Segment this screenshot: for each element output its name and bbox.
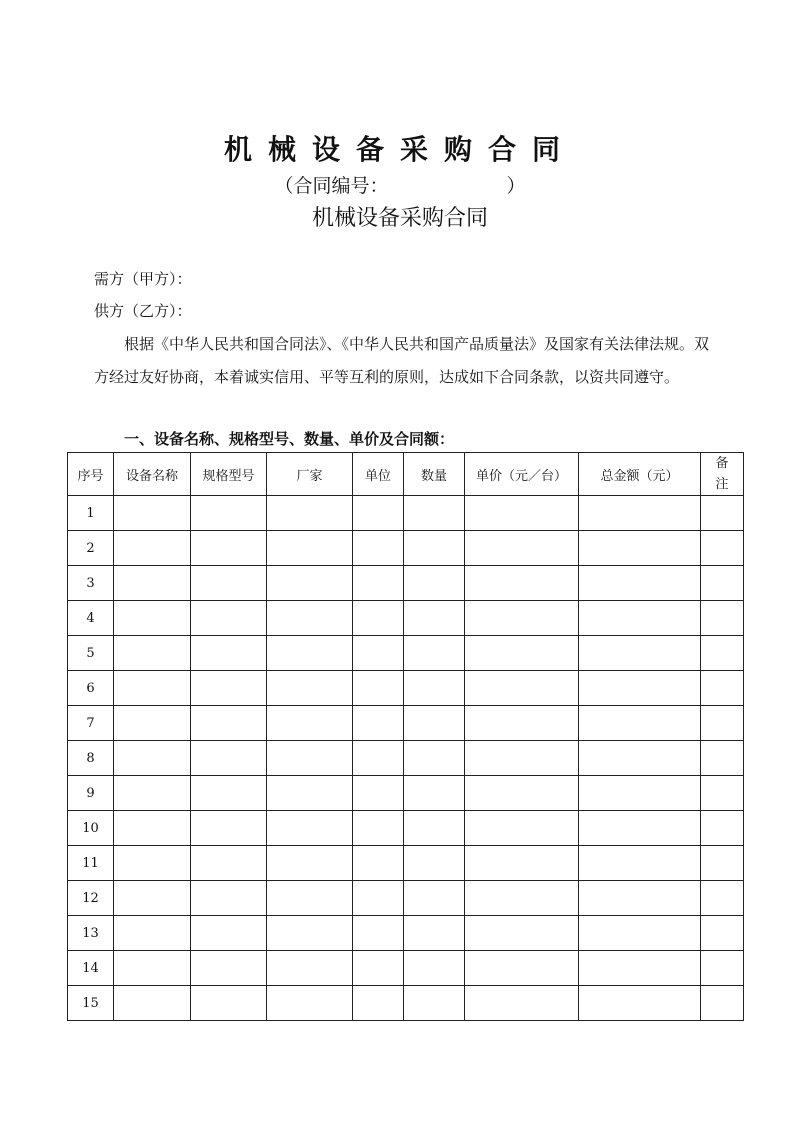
total-cell [579,951,701,986]
qty-cell [404,496,465,531]
qty-cell [404,986,465,1021]
table-row [68,776,744,811]
unit-cell [353,881,404,916]
price-cell [465,636,579,671]
contract-subtitle: 机械设备采购合同 [311,206,488,231]
maker-cell [267,951,353,986]
remark-cell [701,671,744,706]
remark-cell [701,951,744,986]
seq-cell: 6 [68,671,114,706]
total-cell [579,531,701,566]
header-equipment-name: 设备名称 [114,453,191,496]
header-remark-char-2: 注 [715,477,729,492]
total-cell [579,811,701,846]
header-total-amount: 总金额（元） [579,453,701,496]
equipment-table [67,452,744,1021]
qty-cell [404,916,465,951]
table-row [68,951,744,986]
qty-cell [404,811,465,846]
name-cell [114,601,191,636]
maker-cell [267,566,353,601]
name-cell [114,811,191,846]
unit-cell [353,671,404,706]
remark-cell [701,496,744,531]
unit-cell [353,846,404,881]
name-cell [114,951,191,986]
model-cell [191,811,267,846]
model-cell [191,881,267,916]
total-cell [579,986,701,1021]
table-row [68,706,744,741]
maker-cell [267,741,353,776]
price-cell [465,706,579,741]
price-cell [465,671,579,706]
table-row [68,566,744,601]
seq-cell: 8 [68,741,114,776]
maker-cell [267,671,353,706]
remark-cell [701,741,744,776]
header-remark [701,453,744,496]
price-cell [465,566,579,601]
maker-cell [267,636,353,671]
qty-cell [404,951,465,986]
unit-cell [353,706,404,741]
name-cell [114,671,191,706]
remark-cell [701,636,744,671]
table-row [68,846,744,881]
maker-cell [267,986,353,1021]
model-cell [191,531,267,566]
qty-cell [404,636,465,671]
seq-cell: 4 [68,601,114,636]
unit-cell [353,741,404,776]
remark-cell [701,531,744,566]
seq-cell: 12 [68,881,114,916]
seq-cell: 13 [68,916,114,951]
remark-cell [701,566,744,601]
name-cell [114,531,191,566]
seq-cell: 15 [68,986,114,1021]
price-cell [465,811,579,846]
remark-cell [701,916,744,951]
remark-cell [701,811,744,846]
unit-cell [353,566,404,601]
table-row [68,601,744,636]
maker-cell [267,601,353,636]
total-cell [579,636,701,671]
maker-cell [267,706,353,741]
header-remark-char-1: 备 [715,456,729,471]
price-cell [465,951,579,986]
maker-cell [267,776,353,811]
unit-cell [353,601,404,636]
unit-cell [353,951,404,986]
intro-paragraph: 根据《中华人民共和国合同法》、《中华人民共和国产品质量法》及国家有关法律法规。双方经过友好协商，本着诚实信用、平等互利的原则，达成如下合同条款，以资共同遵守。 [94,335,710,386]
header-quantity: 数量 [404,453,465,496]
party-a-label: 需方（甲方）： [94,270,192,288]
unit-cell [353,986,404,1021]
model-cell [191,496,267,531]
maker-cell [267,811,353,846]
qty-cell [404,601,465,636]
model-cell [191,986,267,1021]
maker-cell [267,916,353,951]
model-cell [191,741,267,776]
model-cell [191,636,267,671]
price-cell [465,496,579,531]
remark-cell [701,776,744,811]
name-cell [114,706,191,741]
model-cell [191,706,267,741]
name-cell [114,986,191,1021]
price-cell [465,846,579,881]
price-cell [465,881,579,916]
price-cell [465,776,579,811]
table-row [68,881,744,916]
total-cell [579,671,701,706]
remark-cell [701,706,744,741]
header-unit-price: 单价（元／台） [465,453,579,496]
qty-cell [404,671,465,706]
table-row [68,986,744,1021]
model-cell [191,951,267,986]
model-cell [191,916,267,951]
table-row [68,741,744,776]
remark-cell [701,601,744,636]
qty-cell [404,846,465,881]
model-cell [191,601,267,636]
table-row [68,531,744,566]
table-body [68,496,744,1021]
total-cell [579,846,701,881]
seq-cell: 2 [68,531,114,566]
seq-cell: 14 [68,951,114,986]
qty-cell [404,566,465,601]
contract-number-label: （合同编号： [274,175,389,197]
maker-cell [267,496,353,531]
remark-cell [701,881,744,916]
contract-main-title: 机械设备采购合同 [223,133,576,166]
maker-cell [267,531,353,566]
total-cell [579,566,701,601]
name-cell [114,636,191,671]
header-unit: 单位 [353,453,404,496]
total-cell [579,776,701,811]
contract-number-line [0,171,800,198]
table-row [68,916,744,951]
table-header-row [68,453,744,496]
table-row [68,811,744,846]
total-cell [579,496,701,531]
total-cell [579,601,701,636]
seq-cell: 1 [68,496,114,531]
qty-cell [404,531,465,566]
qty-cell [404,881,465,916]
price-cell [465,531,579,566]
price-cell [465,601,579,636]
total-cell [579,916,701,951]
qty-cell [404,741,465,776]
table-row [68,636,744,671]
model-cell [191,566,267,601]
remark-cell [701,846,744,881]
table-row [68,671,744,706]
name-cell [114,846,191,881]
table-row [68,496,744,531]
unit-cell [353,776,404,811]
section-1-heading: 一、设备名称、规格型号、数量、单价及合同额： [124,430,455,448]
seq-cell: 7 [68,706,114,741]
name-cell [114,776,191,811]
contract-number-close: ） [506,175,526,197]
unit-cell [353,531,404,566]
seq-cell: 11 [68,846,114,881]
total-cell [579,881,701,916]
name-cell [114,496,191,531]
model-cell [191,846,267,881]
unit-cell [353,916,404,951]
header-model: 规格型号 [191,453,267,496]
name-cell [114,916,191,951]
price-cell [465,741,579,776]
header-seq: 序号 [68,453,114,496]
seq-cell: 9 [68,776,114,811]
name-cell [114,881,191,916]
price-cell [465,986,579,1021]
remark-cell [701,986,744,1021]
total-cell [579,706,701,741]
maker-cell [267,881,353,916]
name-cell [114,741,191,776]
model-cell [191,671,267,706]
qty-cell [404,706,465,741]
seq-cell: 10 [68,811,114,846]
party-b-label: 供方（乙方）： [94,302,192,320]
total-cell [579,741,701,776]
unit-cell [353,811,404,846]
header-manufacturer: 厂家 [267,453,353,496]
price-cell [465,916,579,951]
qty-cell [404,776,465,811]
unit-cell [353,496,404,531]
maker-cell [267,846,353,881]
unit-cell [353,636,404,671]
seq-cell: 3 [68,566,114,601]
seq-cell: 5 [68,636,114,671]
model-cell [191,776,267,811]
name-cell [114,566,191,601]
